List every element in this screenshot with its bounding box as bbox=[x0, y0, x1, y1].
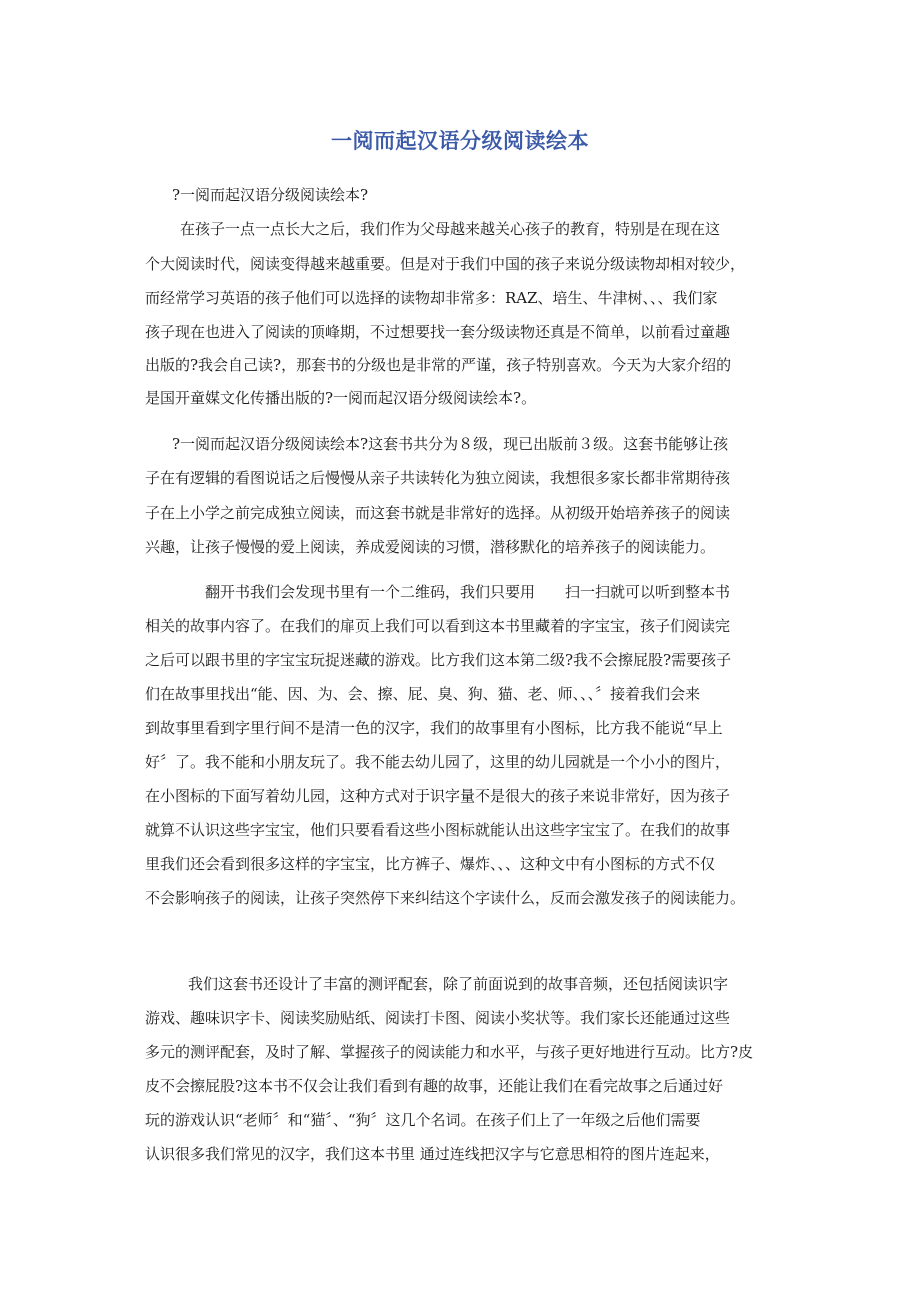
paragraph-1-line-4: 孩子现在也进入了阅读的顶峰期，不过想要找一套分级读物还真是不简单，以前看过童趣 bbox=[145, 323, 731, 341]
paragraph-2-line-3: 子在上小学之前完成独立阅读，而这套书就是非常好的选择。从初级开始培养孩子的阅读 bbox=[145, 504, 731, 522]
paragraph-2-line-4: 兴趣，让孩子慢慢的爱上阅读，养成爱阅读的习惯，潜移默化的培养孩子的阅读能力。 bbox=[145, 538, 716, 556]
paragraph-3-line-3: 之后可以跟书里的字宝宝玩捉迷藏的游戏。比方我们这本第二级?我不会擦屁股?需要孩子 bbox=[145, 651, 732, 669]
paragraph-1-line-6: 是国开童媒文化传播出版的?一阅而起汉语分级阅读绘本?。 bbox=[145, 389, 537, 407]
paragraph-3-line-1: 翻开书我们会发现书里有一个二维码，我们只要用 扫一扫就可以听到整本书 bbox=[205, 583, 731, 601]
paragraph-3-line-8: 就算不认识这些字宝宝，他们只要看看这些小图标就能认出这些字宝宝了。在我们的故事 bbox=[145, 821, 731, 839]
document-title: 一阅而起汉语分级阅读绘本 bbox=[331, 129, 589, 153]
paragraph-3-line-7: 在小图标的下面写着幼儿园，这种方式对于识字量不是很大的孩子来说非常好，因为孩子 bbox=[145, 787, 731, 805]
paragraph-3-line-6: 好〞了。我不能和小朋友玩了。我不能去幼儿园了，这里的幼儿园就是一个小小的图片， bbox=[145, 753, 731, 771]
paragraph-4-line-2: 游戏、趣味识字卡、阅读奖励贴纸、阅读打卡图、阅读小奖状等。我们家长还能通过这些 bbox=[145, 1009, 731, 1027]
paragraph-1-line-5: 出版的?我会自己读?，那套书的分级也是非常的严谨，孩子特别喜欢。今天为大家介绍的 bbox=[145, 356, 732, 374]
paragraph-4-line-6: 认识很多我们常见的汉字，我们这本书里 通过连线把汉字与它意思相符的图片连起来， bbox=[145, 1145, 720, 1163]
paragraph-4-line-4: 皮不会擦屁股?这本书不仅会让我们看到有趣的故事，还能让我们在看完故事之后通过好 bbox=[145, 1077, 724, 1095]
paragraph-3-line-10: 不会影响孩子的阅读，让孩子突然停下来纠结这个字读什么，反而会激发孩子的阅读能力。 bbox=[145, 889, 746, 907]
paragraph-3-line-4: 们在故事里找出“能、因、为、会、擦、屁、臭、狗、猫、老、师、、、〞接着我们会来 bbox=[145, 685, 701, 703]
paragraph-2-line-2: 子在有逻辑的看图说话之后慢慢从亲子共读转化为独立阅读，我想很多家长都非常期待孩 bbox=[145, 469, 731, 487]
paragraph-1-line-2: 个大阅读时代，阅读变得越来越重要。但是对于我们中国的孩子来说分级读物却相对较少， bbox=[145, 255, 746, 273]
paragraph-1-line-3: 而经常学习英语的孩子他们可以选择的读物却非常多：RAZ、培生、牛津树、、、我们家 bbox=[145, 289, 718, 307]
paragraph-4-line-1: 我们这套书还设计了丰富的测评配套，除了前面说到的故事音频，还包括阅读识字 bbox=[188, 975, 729, 993]
paragraph-4-line-3: 多元的测评配套，及时了解、掌握孩子的阅读能力和水平，与孩子更好地进行互动。比方?皮 bbox=[145, 1043, 754, 1061]
paragraph-3-line-5: 到故事里看到字里行间不是清一色的汉字，我们的故事里有小图标，比方我不能说“早上 bbox=[145, 719, 723, 737]
paragraph-1-line-1: 在孩子一点一点长大之后，我们作为父母越来越关心孩子的教育，特别是在现在这 bbox=[180, 220, 721, 238]
paragraph-3-line-9: 里我们还会看到很多这样的字宝宝，比方裤子、爆炸、、、这种文中有小图标的方式不仅 bbox=[145, 855, 716, 873]
document-subtitle: ?一阅而起汉语分级阅读绘本? bbox=[172, 186, 369, 204]
paragraph-4-line-5: 玩的游戏认识“老师〞和“猫〞、“狗〞这几个名词。在孩子们上了一年级之后他们需要 bbox=[145, 1111, 701, 1129]
paragraph-2-line-1: ?一阅而起汉语分级阅读绘本?这套书共分为８级，现已出版前３级。这套书能够让孩 bbox=[172, 435, 729, 453]
paragraph-3-line-2: 相关的故事内容了。在我们的扉页上我们可以看到这本书里藏着的字宝宝，孩子们阅读完 bbox=[145, 617, 731, 635]
